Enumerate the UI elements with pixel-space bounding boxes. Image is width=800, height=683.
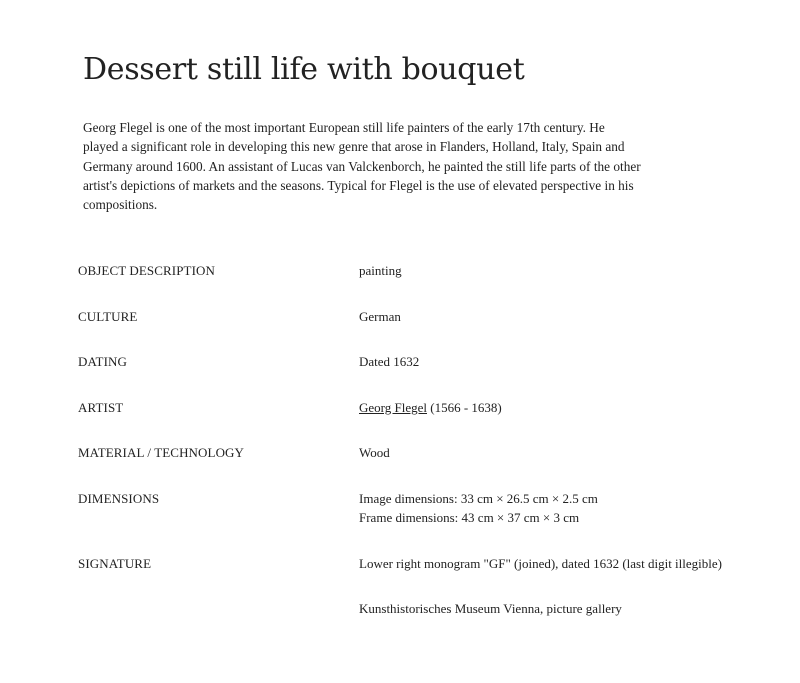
frame-dimensions: Frame dimensions: 43 cm × 37 cm × 3 cm (359, 510, 580, 525)
object-description-label: OBJECT DESCRIPTION (78, 263, 215, 278)
details-row-artist (78, 398, 778, 418)
material-value: Wood (359, 445, 390, 460)
dimensions-label: DIMENSIONS (78, 490, 160, 506)
details-row-object-description (78, 261, 778, 281)
details-row-culture (78, 307, 778, 327)
signature-label: SIGNATURE (78, 555, 152, 571)
details-row-dating (78, 352, 778, 372)
artist-label: ARTIST (78, 399, 124, 415)
page-title: Dessert still life with bouquet (83, 52, 525, 87)
details-row-signature (78, 554, 778, 574)
intro-paragraph: Georg Flegel is one of the most important European still life painters of the early 17th century. He played a significant role in developing this new genre that arose in Flanders, Holland, Italy, Spain and Germany around 1600. An assistant of Lucas van Valckenborch, he painted the still life parts of the other artist's depictions of markets and the seasons. Typical for Flegel is the use of elevated perspective in his compositions. (83, 120, 641, 213)
dimensions-value (359, 489, 778, 528)
signature-value: Lower right monogram "GF" (joined), dated 1632 (last digit illegible) (359, 555, 722, 571)
dating-label: DATING (78, 354, 127, 369)
details-row-collection (78, 599, 778, 619)
image-dimensions: Image dimensions: 33 cm × 26.5 cm × 2.5 cm (359, 490, 598, 506)
dating-value: Dated 1632 (359, 354, 420, 369)
culture-label: CULTURE (78, 308, 138, 324)
collection-value: Kunsthistorisches Museum Vienna, picture gallery (359, 601, 622, 616)
material-label: MATERIAL / TECHNOLOGY (78, 445, 245, 460)
culture-value: German (359, 308, 401, 324)
artist-link[interactable]: Georg Flegel (359, 399, 427, 415)
details-row-dimensions (78, 489, 778, 528)
collection-label (78, 599, 359, 619)
object-description-value: painting (359, 263, 402, 278)
details-table (78, 261, 778, 645)
artist-value (359, 398, 778, 418)
details-row-material (78, 443, 778, 463)
artist-lifespan: (1566 - 1638) (427, 399, 502, 415)
